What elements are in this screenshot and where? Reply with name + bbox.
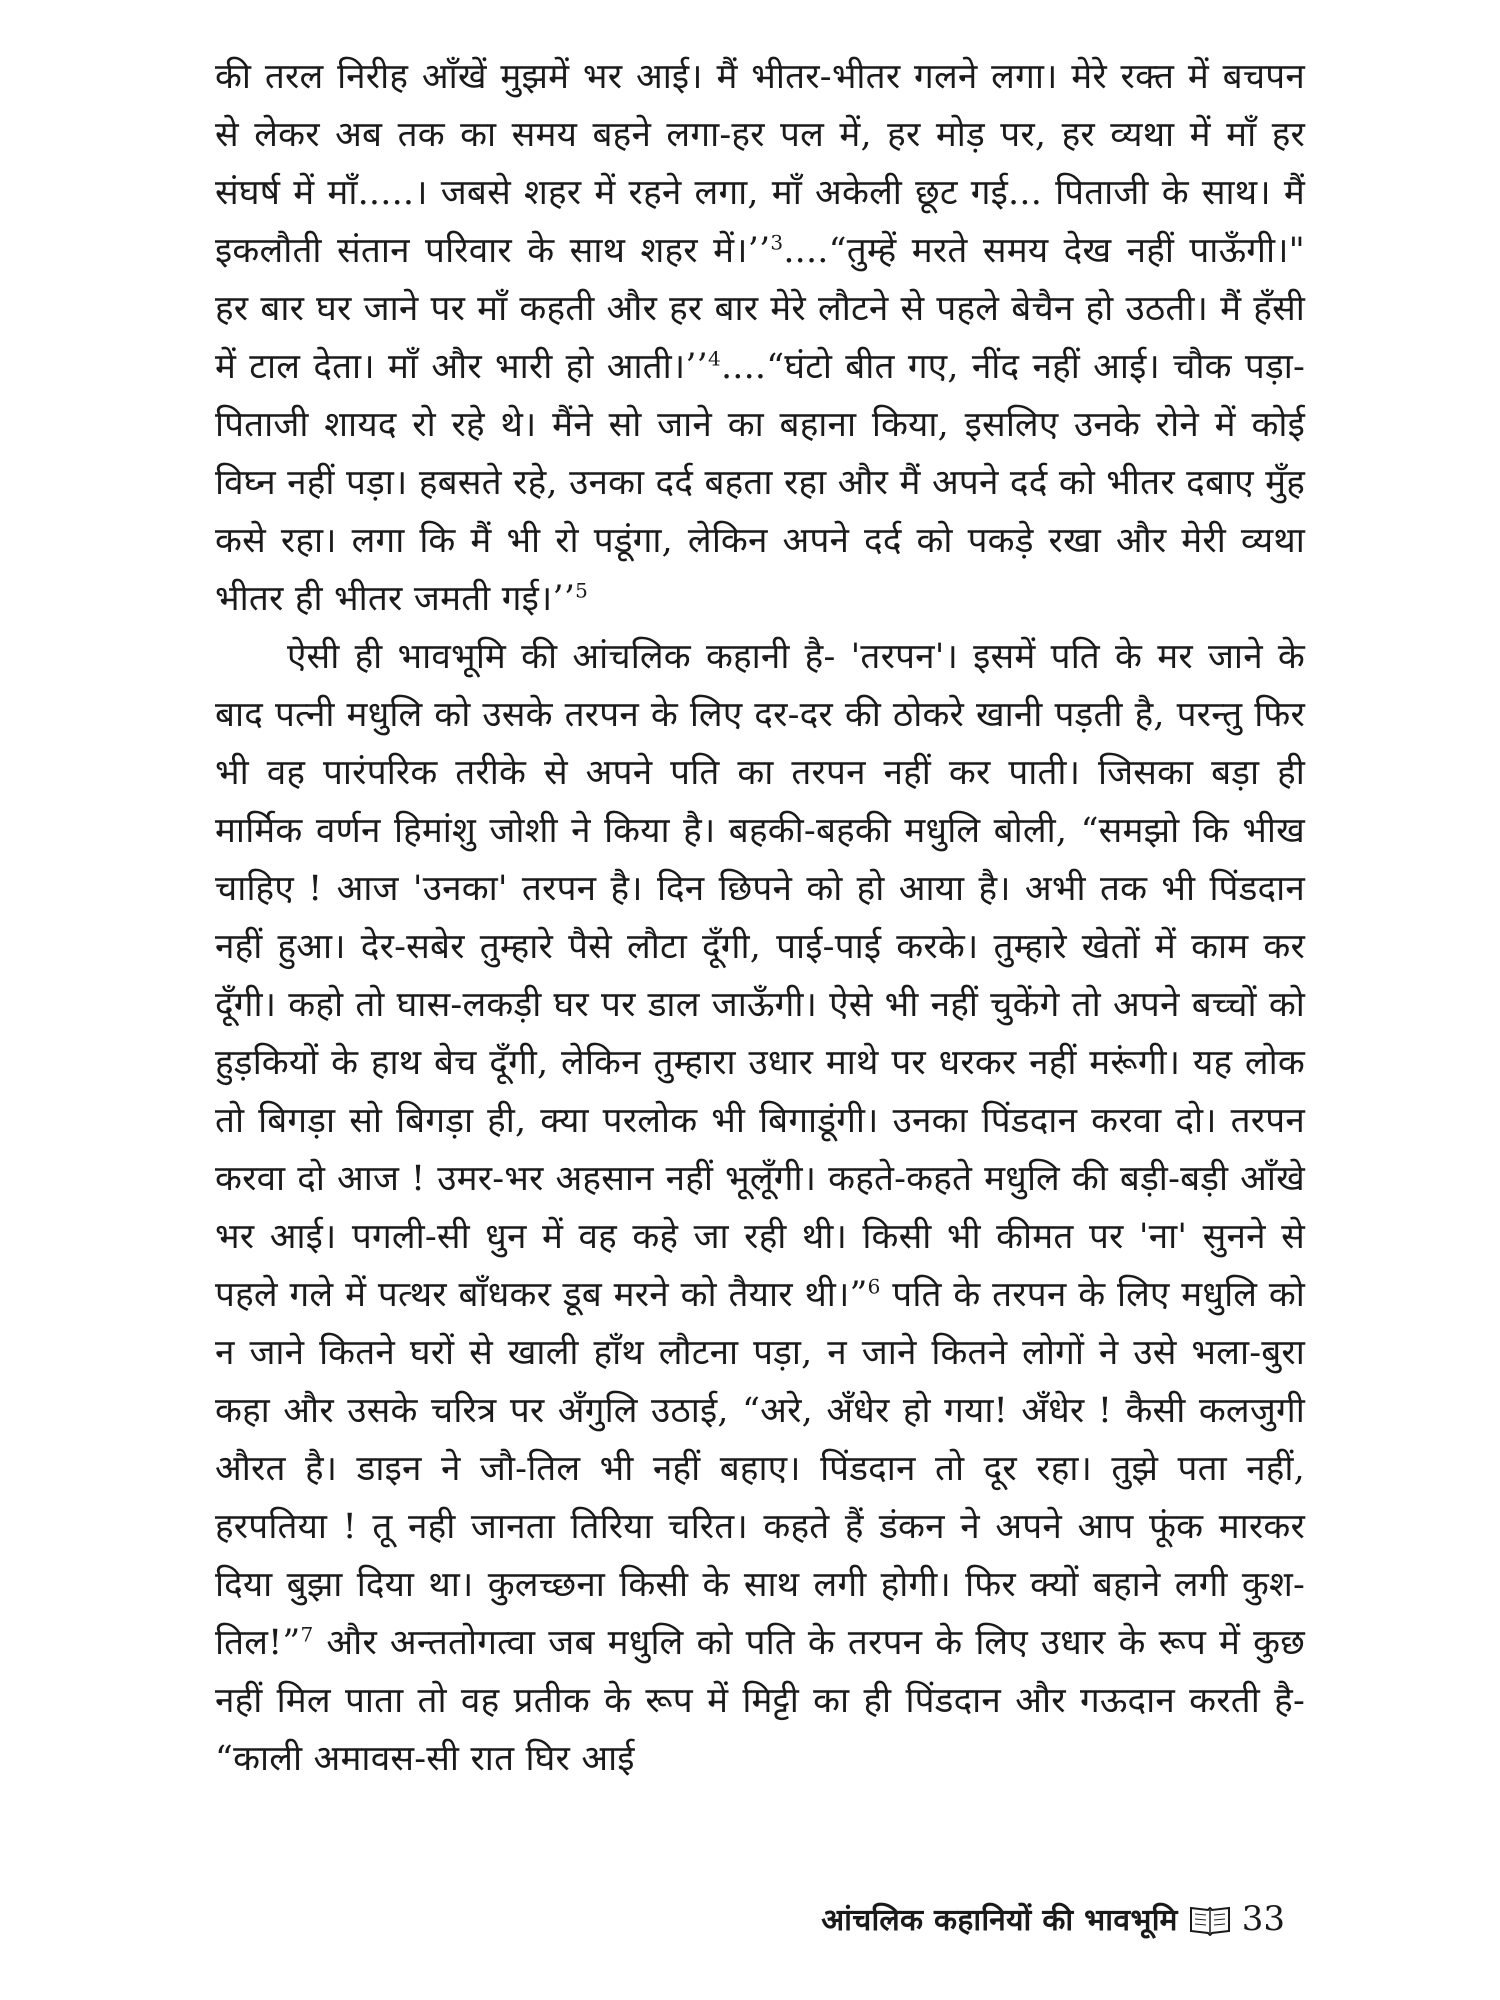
footnote-ref: 3 (770, 230, 784, 255)
paragraph-2 (215, 628, 1305, 1788)
footnote-ref: 5 (575, 578, 589, 603)
text-segment: ऐसी ही भावभूमि की आंचलिक कहानी है- 'तरपन'। इसमें पति के मर जाने के बाद पत्नी मधुलि को उसके तरपन के लिए दर-दर की ठोकरे खानी पड़ती है, परन्तु फिर भी वह पारंपरिक तरीके से अपने पति का तरपन नहीं कर पाती। जिसका बड़ा ही मार्मिक वर्णन हिमांशु जोशी ने किया है। बहकी-बहकी मधुलि बोली, “समझो कि भीख चाहिए ! आज 'उनका' तरपन है। दिन छिपने को हो आया है। अभी तक भी पिंडदान नहीं हुआ। देर-सबेर तुम्हारे पैसे लौटा दूँगी, पाई-पाई करके। तुम्हारे खेतों में काम कर दूँगी। कहो तो घास-लकड़ी घर पर डाल जाऊँगी। ऐसे भी नहीं चुकेंगे तो अपने बच्चों को हुड़कियों के हाथ बेच दूँगी, लेकिन तुम्हारा उधार माथे पर धरकर नहीं मरूंगी। यह लोक तो बिगड़ा सो बिगड़ा ही, क्या परलोक भी बिगाडूंगी। उनका पिंडदान करवा दो। तरपन करवा दो आज ! उमर-भर अहसान नहीं भूलूँगी। कहते-कहते मधुलि की बड़ी-बड़ी आँखे भर आई। पगली-सी धुन में वह कहे जा रही थी। किसी भी कीमत पर 'ना' सुनने से पहले गले में पत्थर बाँधकर डूब मरने को तैयार थी।” (215, 637, 1305, 1315)
open-book-icon (1188, 1902, 1232, 1936)
page-number: 33 (1241, 1898, 1285, 1939)
text-segment: पति के तरपन के लिए मधुलि को न जाने कितने घरों से खाली हाँथ लौटना पड़ा, न जाने कितने लोगों ने उसे भला-बुरा कहा और उसके चरित्र पर अँगुलि उठाई, “अरे, अँधेर हो गया! अँधेर ! कैसी कलजुगी औरत है। डाइन ने जौ-तिल भी नहीं बहाए। पिंडदान तो दूर रहा। तुझे पता नहीं, हरपतिया ! तू नही जानता तिरिया चरित। कहते हैं डंकन ने अपने आप फूंक मारकर दिया बुझा दिया था। कुलच्छना किसी के साथ लगी होगी। फिर क्यों बहाने लगी कुश-तिल!” (215, 1275, 1305, 1663)
paragraph-1 (215, 48, 1305, 628)
footnote-ref: 7 (300, 1622, 314, 1647)
page-footer (821, 1898, 1285, 1939)
text-segment: और अन्ततोगत्वा जब मधुलि को पति के तरपन के लिए उधार के रूप में कुछ नहीं मिल पाता तो वह प्रतीक के रूप में मिट्टी का ही पिंडदान और गऊदान करती है- “काली अमावस-सी रात घिर आई (215, 1623, 1305, 1779)
text-segment: की तरल निरीह आँखें मुझमें भर आई। मैं भीतर-भीतर गलने लगा। मेरे रक्त में बचपन से लेकर अब तक का समय बहने लगा-हर पल में, हर मोड़ पर, हर व्यथा में माँ हर संघर्ष में माँ.....। जबसे शहर में रहने लगा, माँ अकेली छूट गई... पिताजी के साथ। मैं इकलौती संतान परिवार के साथ शहर में।’’ (215, 57, 1305, 271)
running-title: आंचलिक कहानियों की भावभूमि (821, 1903, 1178, 1938)
footnote-ref: 4 (708, 346, 721, 371)
footnote-ref: 6 (867, 1274, 881, 1299)
page-body (215, 48, 1305, 1788)
text-segment: ....“घंटो बीत गए, नींद नहीं आई। चौक पड़ा-पिताजी शायद रो रहे थे। मैंने सो जाने का बहाना किया, इसलिए उनके रोने में कोई विघ्न नहीं पड़ा। हबसते रहे, उनका दर्द बहता रहा और मैं अपने दर्द को भीतर दबाए मुँह कसे रहा। लगा कि मैं भी रो पडूंगा, लेकिन अपने दर्द को पकड़े रखा और मेरी व्यथा भीतर ही भीतर जमती गई।’’ (215, 347, 1305, 619)
text-segment: ....“तुम्हें मरते समय देख नहीं पाऊँगी।" हर बार घर जाने पर माँ कहती और हर बार मेरे लौटने से पहले बेचैन हो उठती। मैं हँसी में टाल देता। माँ और भारी हो आती।’’ (215, 231, 1305, 387)
